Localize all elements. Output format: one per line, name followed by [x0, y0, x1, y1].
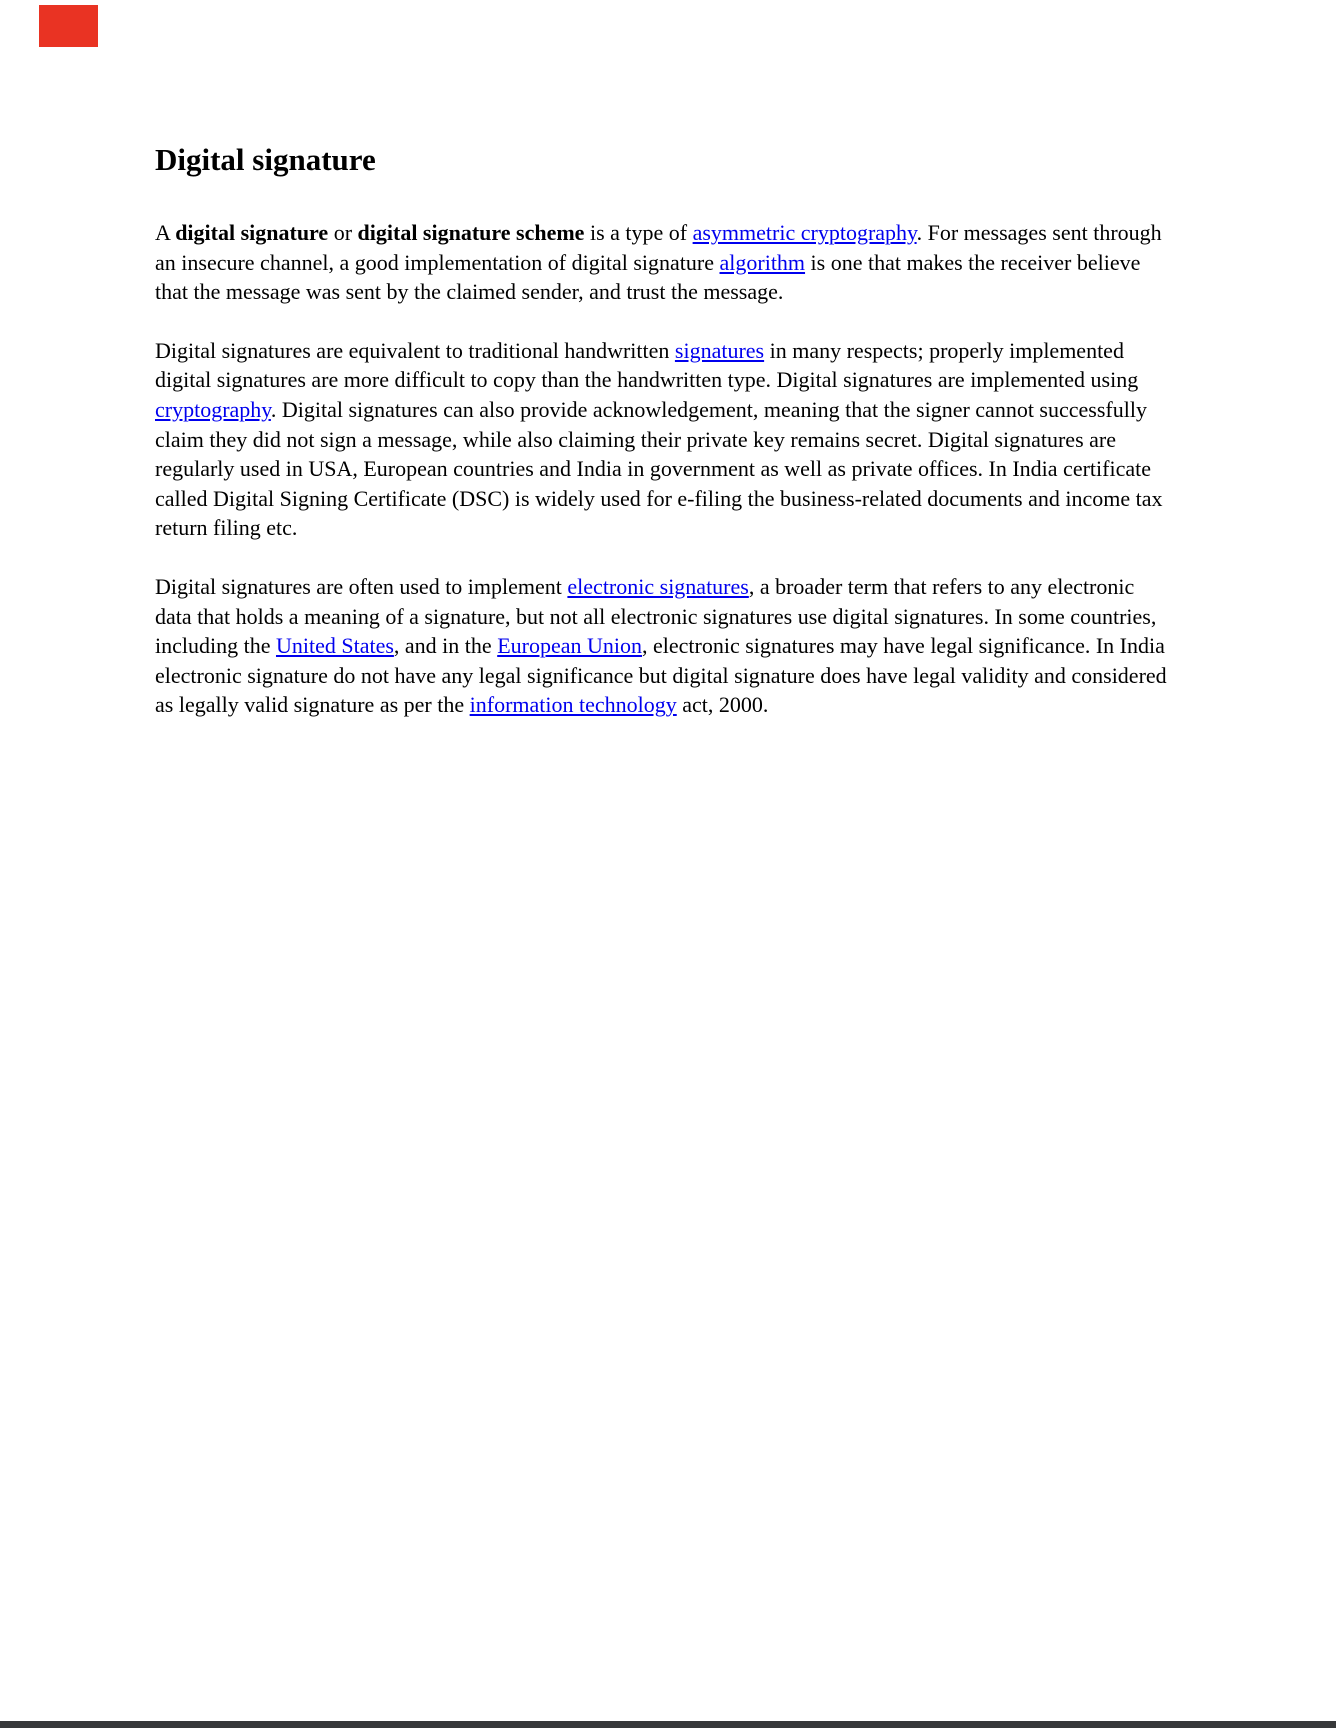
- text-segment: act, 2000.: [676, 692, 769, 718]
- bold-text: digital signature: [175, 220, 329, 245]
- link-electronic-signatures[interactable]: electronic signatures: [567, 573, 749, 599]
- link-signatures[interactable]: signatures: [674, 337, 765, 363]
- page-title: Digital signature: [155, 142, 376, 177]
- text-segment: is one that makes the receiver believe that the message was sent by the claimed sender, and trust the message.: [155, 249, 1141, 305]
- text-segment: , and in the: [393, 633, 498, 659]
- link-united-states[interactable]: United States: [275, 633, 394, 659]
- text-segment: in many respects; properly implemented digital signatures are more difficult to copy than the handwritten type. Digital signatures are implemented using: [155, 337, 1139, 393]
- bold-text: digital signature scheme: [357, 220, 585, 245]
- document-body: [155, 142, 1169, 749]
- link-algorithm[interactable]: algorithm: [719, 249, 806, 275]
- link-european-union[interactable]: European Union: [497, 633, 642, 659]
- link-asymmetric-cryptography[interactable]: asymmetric cryptography: [692, 220, 917, 245]
- text-segment: . For messages sent through an insecure channel, a good implementation of digital signature: [155, 220, 1162, 275]
- paragraph-intro: [155, 218, 1169, 307]
- text-segment: . Digital signatures can also provide acknowledgement, meaning that the signer cannot successfully claim they did not sign a message, while also claiming their private key remains secret. Digital signatures are regularly used in USA, European countries and India in government as well as private offices. In India certificate called Digital Signing Certificate (DSC) is widely used for e-filing the business-related documents and income tax return filing etc.: [155, 396, 1163, 541]
- text-segment: Digital signatures are often used to implement: [155, 573, 568, 599]
- link-information-technology[interactable]: information technology: [469, 692, 677, 718]
- text-segment: is a type of: [584, 220, 693, 245]
- text-segment: or: [328, 220, 358, 245]
- paragraph-equivalence: [155, 336, 1169, 543]
- link-cryptography[interactable]: cryptography: [155, 396, 271, 422]
- text-segment: A: [155, 220, 176, 245]
- text-segment: , a broader term that refers to any electronic data that holds a meaning of a signature, but not all electronic signatures use digital signatures. In some countries, including the: [155, 573, 1157, 659]
- text-segment: Digital signatures are equivalent to traditional handwritten: [155, 337, 675, 363]
- paragraph-legal: [155, 572, 1169, 720]
- text-segment: , electronic signatures may have legal significance. In India electronic signature do not have any legal significance but digital signature does have legal validity and considered as legally valid signature as per the: [155, 633, 1167, 718]
- taskbar-edge: [0, 1721, 1336, 1728]
- red-annotation-marker: [39, 5, 98, 47]
